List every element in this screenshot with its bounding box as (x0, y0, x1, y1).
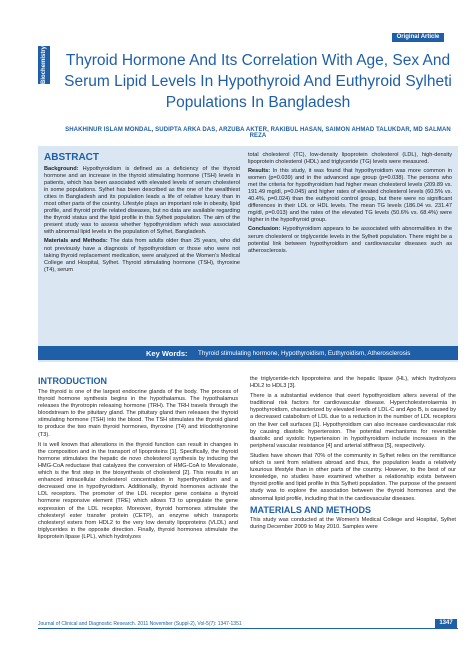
methods-label: Materials and Methods: (44, 238, 108, 245)
conclusion-label: Conclusion: (248, 226, 281, 233)
abstract-right-column (248, 152, 452, 257)
abstract-heading: ABSTRACT (44, 152, 99, 163)
section-side-tag: Biochemistry (38, 46, 50, 84)
keywords-text: Thyroid stimulating hormone, Hypothyroidism, Euthyroidism, Atherosclerosis (198, 350, 411, 357)
intro-paragraph-2: It is well known that alterations in the thyroid function can result in changes in the composition and in the transport of lipoproteins [1]. Specifically, the thyroid hormone stimulates the hepatic de novo cholesterol synthesis by inducing the HMG-CoA reductase that catalyzes the conversion of HMG-CoA to Mevalonate, which is the first step in the biosynthesis of cholesterol [2]. This results in an enhanced intracellular cholesterol concentration in hyperthyroidism and a decreased one in hypothyroidism. Additionally, thyroid hormones activate the LDL receptors. The promoter of the LDL receptor gene contains a thyroid hormone responsive element (TRE) which allows T3 to upregulate the gene expression of the LDL receptor. Moreover, thyroid hormones stimulate the cholesteryl ester transfer protein (CETP), an enzyme which transports cholesteryl esters from HDL2 to the very low density lipoproteins (VLDL) and triglycerides in the opposite direction. Finally, thyroid hormones stimulate the lipoprotein lipase (LPL), which hydrolyzes (38, 441, 238, 540)
background-label: Background: (44, 166, 79, 172)
article-type-badge: Original Article (392, 33, 444, 42)
right-paragraph-3: Studies have shown that 70% of the community in Sylhet relies on the remittance which is sent from relatives abroad and thus, the population leads a relatively luxurious lifestyle than in other parts of the country. However, to the best of our knowledge, no studies have examined whether a relationship exists between thyroid profile and lipid profile in this Sylheti population. The purpose of the present study was to explore the association between the thyroid hormones and the abnormal lipid profile, including that in the cardiovascular diseases. (250, 452, 456, 502)
abstract-right-top: total cholesterol (TC), low-density lipoprotein cholesterol (LDL), high-density lipoprotein cholesterol (HDL) and triglyceride (TG) levels were measured. (248, 152, 452, 166)
results-label: Results: (248, 168, 271, 175)
right-paragraph-2: There is a substantial evidence that overt hypothyroidism alters several of the traditional risk factors for cardiovascular disease. Hypercholesterolaemia in hypothyroidism, characterized by elevated levels of LDL-C and Apo B, is caused by a decreased catabolism of LDL due to a reduction in the number of LDL receptors on the liver cell surfaces [1]. Hypothyroidism can also increase cardiovascular risk by causing diastolic hypertension. The potential mechanisms for reversible diastolic and systolic hypertension in hypothyroidism include increases in the peripheral vascular resistance [4] and arterial stiffness [5], respectively. (250, 393, 456, 449)
introduction-column (38, 389, 238, 544)
author-list: SHAKHINUR ISLAM MONDAL, SUDIPTA ARKA DAS, ARZUBA AKTER, RAKIBUL HASAN, SAIMON AHMAD TALUKDAR, MD SALMAN REZA (65, 127, 451, 139)
article-title: Thyroid Hormone And Its Correlation With Age, Sex And Serum Lipid Levels In Hypothyroid And Euthyroid Sylheti Populations In Bangladesh (64, 52, 452, 111)
right-paragraph-1: the triglyceride-rich lipoproteins and the hepatic lipase (HL), which hydrolyzes HDL2 to HDL3 [3]. (250, 376, 456, 390)
right-body-column (250, 376, 456, 534)
journal-footer: Journal of Clinical and Diagnostic Research. 2011 November (Suppl-2), Vol-5(7): 1347-1351 (38, 621, 242, 627)
methods-paragraph: This study was conducted at the Women's Medical College and Hospital, Sylhet during December 2009 to May 2010. Samples were (250, 516, 456, 530)
keywords-label: Key Words: (146, 349, 188, 358)
background-text: Hypothyroidism is defined as a deficiency of the thyroid hormone and an increase in the thyroid stimulating hormone (TSH) levels in patients, which has been associated with elevated levels of serum cholesterol in some populations. Sylhet has been described as the one of the wealthiest cities in Bangladesh and its population leads a life of relative luxury than in most other parts of the country. Lifestyle plays an important role in obesity, lipid profile, and thyroid profile related diseases, but no data are available regarding the thyroid status and the lipid profile in this Sylheti population. The aim of the present study was to assess whether hypothyroidism which was associated with abnormal lipid levels in the population of Sylhet, Bangladesh. (44, 166, 241, 236)
abstract-left-column (44, 166, 240, 276)
introduction-heading: INTRODUCTION (38, 376, 107, 386)
methods-heading: MATERIALS AND METHODS (250, 504, 371, 515)
page-number: 1347 (435, 619, 457, 628)
methods-text: The data from adults older than 25 years, who did not previously have a diagnosis of hypothyroidism or those who were not taking thyroid replacement medication, were analyzed at the Women's Medical College and Hospital, Sylhet. Thyroid stimulating hormone (TSH), thyroxine (T4), serum (44, 238, 240, 273)
conclusion-text: Hypothyroidism appears to be associated with abnormalities in the serum cholesterol or triglyceride levels in the Sylheti population. There might be a potential link between hypothyroidism and cardiovascular diseases such as atherosclerosis. (248, 226, 452, 254)
intro-paragraph-1: The thyroid is one of the largest endocrine glands of the body. The process of thyroid hormone synthesis begins in the hypothalamus. The hypothalamus releases the thyrotropin releasing hormone (TRH). The TRH travels through the bloodstream to the pituitary gland. The pituitary gland then releases the thyroid stimulating hormone (TSH) into the blood. The TSH stimulates the thyroid gland to produce the two main thyroid hormones, thyroxine (T4) and triiodothyronine (T3). (38, 389, 238, 438)
results-text: In this study, it was found that hypothyroidism was more common in women (p=0.039) and in the advanced age group (p=0.038). The persons who met the criteria for hypothyroidism had higher mean cholesterol levels (209.89 vs. 191.49 mg/dl, p=0.045) and higher rates of elevated cholesterol levels (60.5% vs. 40.4%, p=0.024) than the euthyroid control group, but there were no significant differences in their LDL or HDL levels. The mean TG levels (186.04 vs. 231.47 mg/dl, p=0.013) and the rates of the elevated TG levels (50.6% vs. 68.4%) were higher in the hypothyroid group. (248, 168, 452, 224)
footer-rule (38, 628, 458, 629)
